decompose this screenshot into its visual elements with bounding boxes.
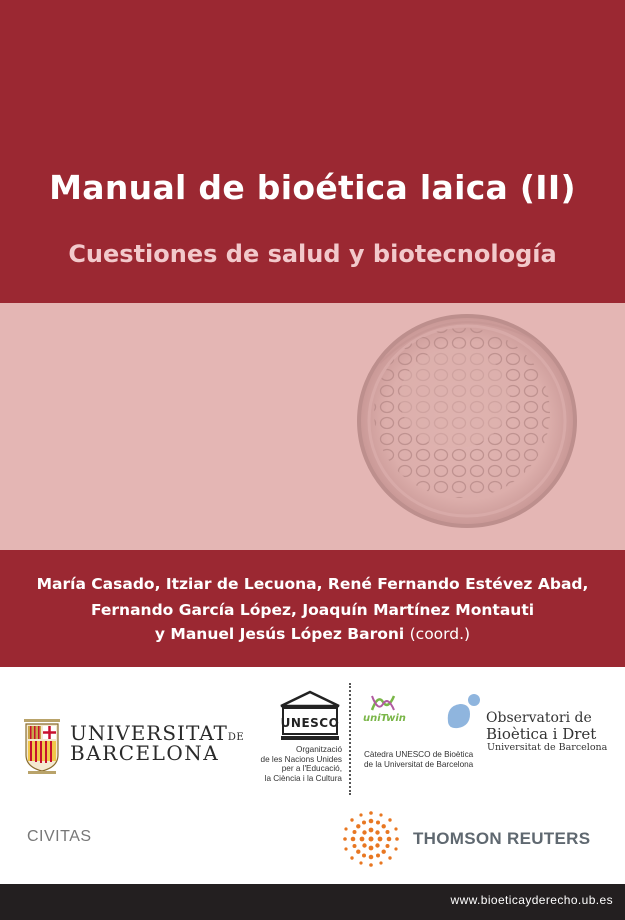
authors-names: y Manuel Jesús López Baroni bbox=[154, 625, 405, 643]
footer-url[interactable]: www.bioeticayderecho.ub.es bbox=[450, 893, 613, 907]
thomson-reuters-wordmark: THOMSON REUTERS bbox=[413, 829, 591, 848]
unesco-temple-icon bbox=[279, 690, 341, 742]
logo-divider bbox=[349, 683, 351, 795]
unesco-caption bbox=[250, 745, 342, 784]
book-title: Manual de bioética laica (II) bbox=[49, 168, 576, 207]
ub-name-line2: BARCELONA bbox=[70, 741, 220, 765]
unesco-caption-line: per a l'Educació, bbox=[281, 764, 342, 774]
ub-name-de: DE bbox=[227, 732, 245, 743]
embryo-image bbox=[0, 303, 625, 550]
observatori-line1: Observatori de bbox=[486, 710, 592, 726]
authors-line: María Casado, Itziar de Lecuona, René Fernando Estévez Abad, bbox=[36, 575, 589, 593]
observatori-line3: Universitat de Barcelona bbox=[487, 742, 608, 753]
civitas-imprint: CIVITAS bbox=[27, 828, 92, 845]
book-subtitle: Cuestiones de salud y biotecnología bbox=[68, 240, 557, 268]
observatori-line2: Bioètica i Dret bbox=[486, 725, 597, 743]
catedra-caption-line: Càtedra UNESCO de Bioètica bbox=[364, 750, 474, 759]
cover-image-band bbox=[0, 303, 625, 550]
observatori-icon bbox=[444, 692, 486, 732]
unesco-caption-line: la Ciència i la Cultura bbox=[264, 774, 342, 784]
unesco-caption-line: de les Nacions Unides bbox=[260, 754, 342, 764]
coord-note: (coord.) bbox=[409, 625, 471, 643]
unitwin-label: uniTwin bbox=[363, 713, 406, 724]
catedra-caption-line: de la Universitat de Barcelona bbox=[364, 759, 474, 769]
unesco-caption-line: Organització bbox=[296, 745, 342, 754]
thomson-reuters-dot-logo-icon bbox=[340, 810, 402, 868]
authors-line: Fernando García López, Joaquín Martínez Montauti bbox=[90, 601, 535, 619]
authors-line bbox=[0, 625, 625, 643]
catedra-caption bbox=[364, 750, 473, 769]
unitwin-icon bbox=[368, 692, 398, 714]
ub-name: UNIVERSITAT bbox=[70, 721, 228, 745]
unesco-wordmark: UNESCO bbox=[280, 716, 340, 730]
ub-crest-icon bbox=[22, 715, 62, 777]
